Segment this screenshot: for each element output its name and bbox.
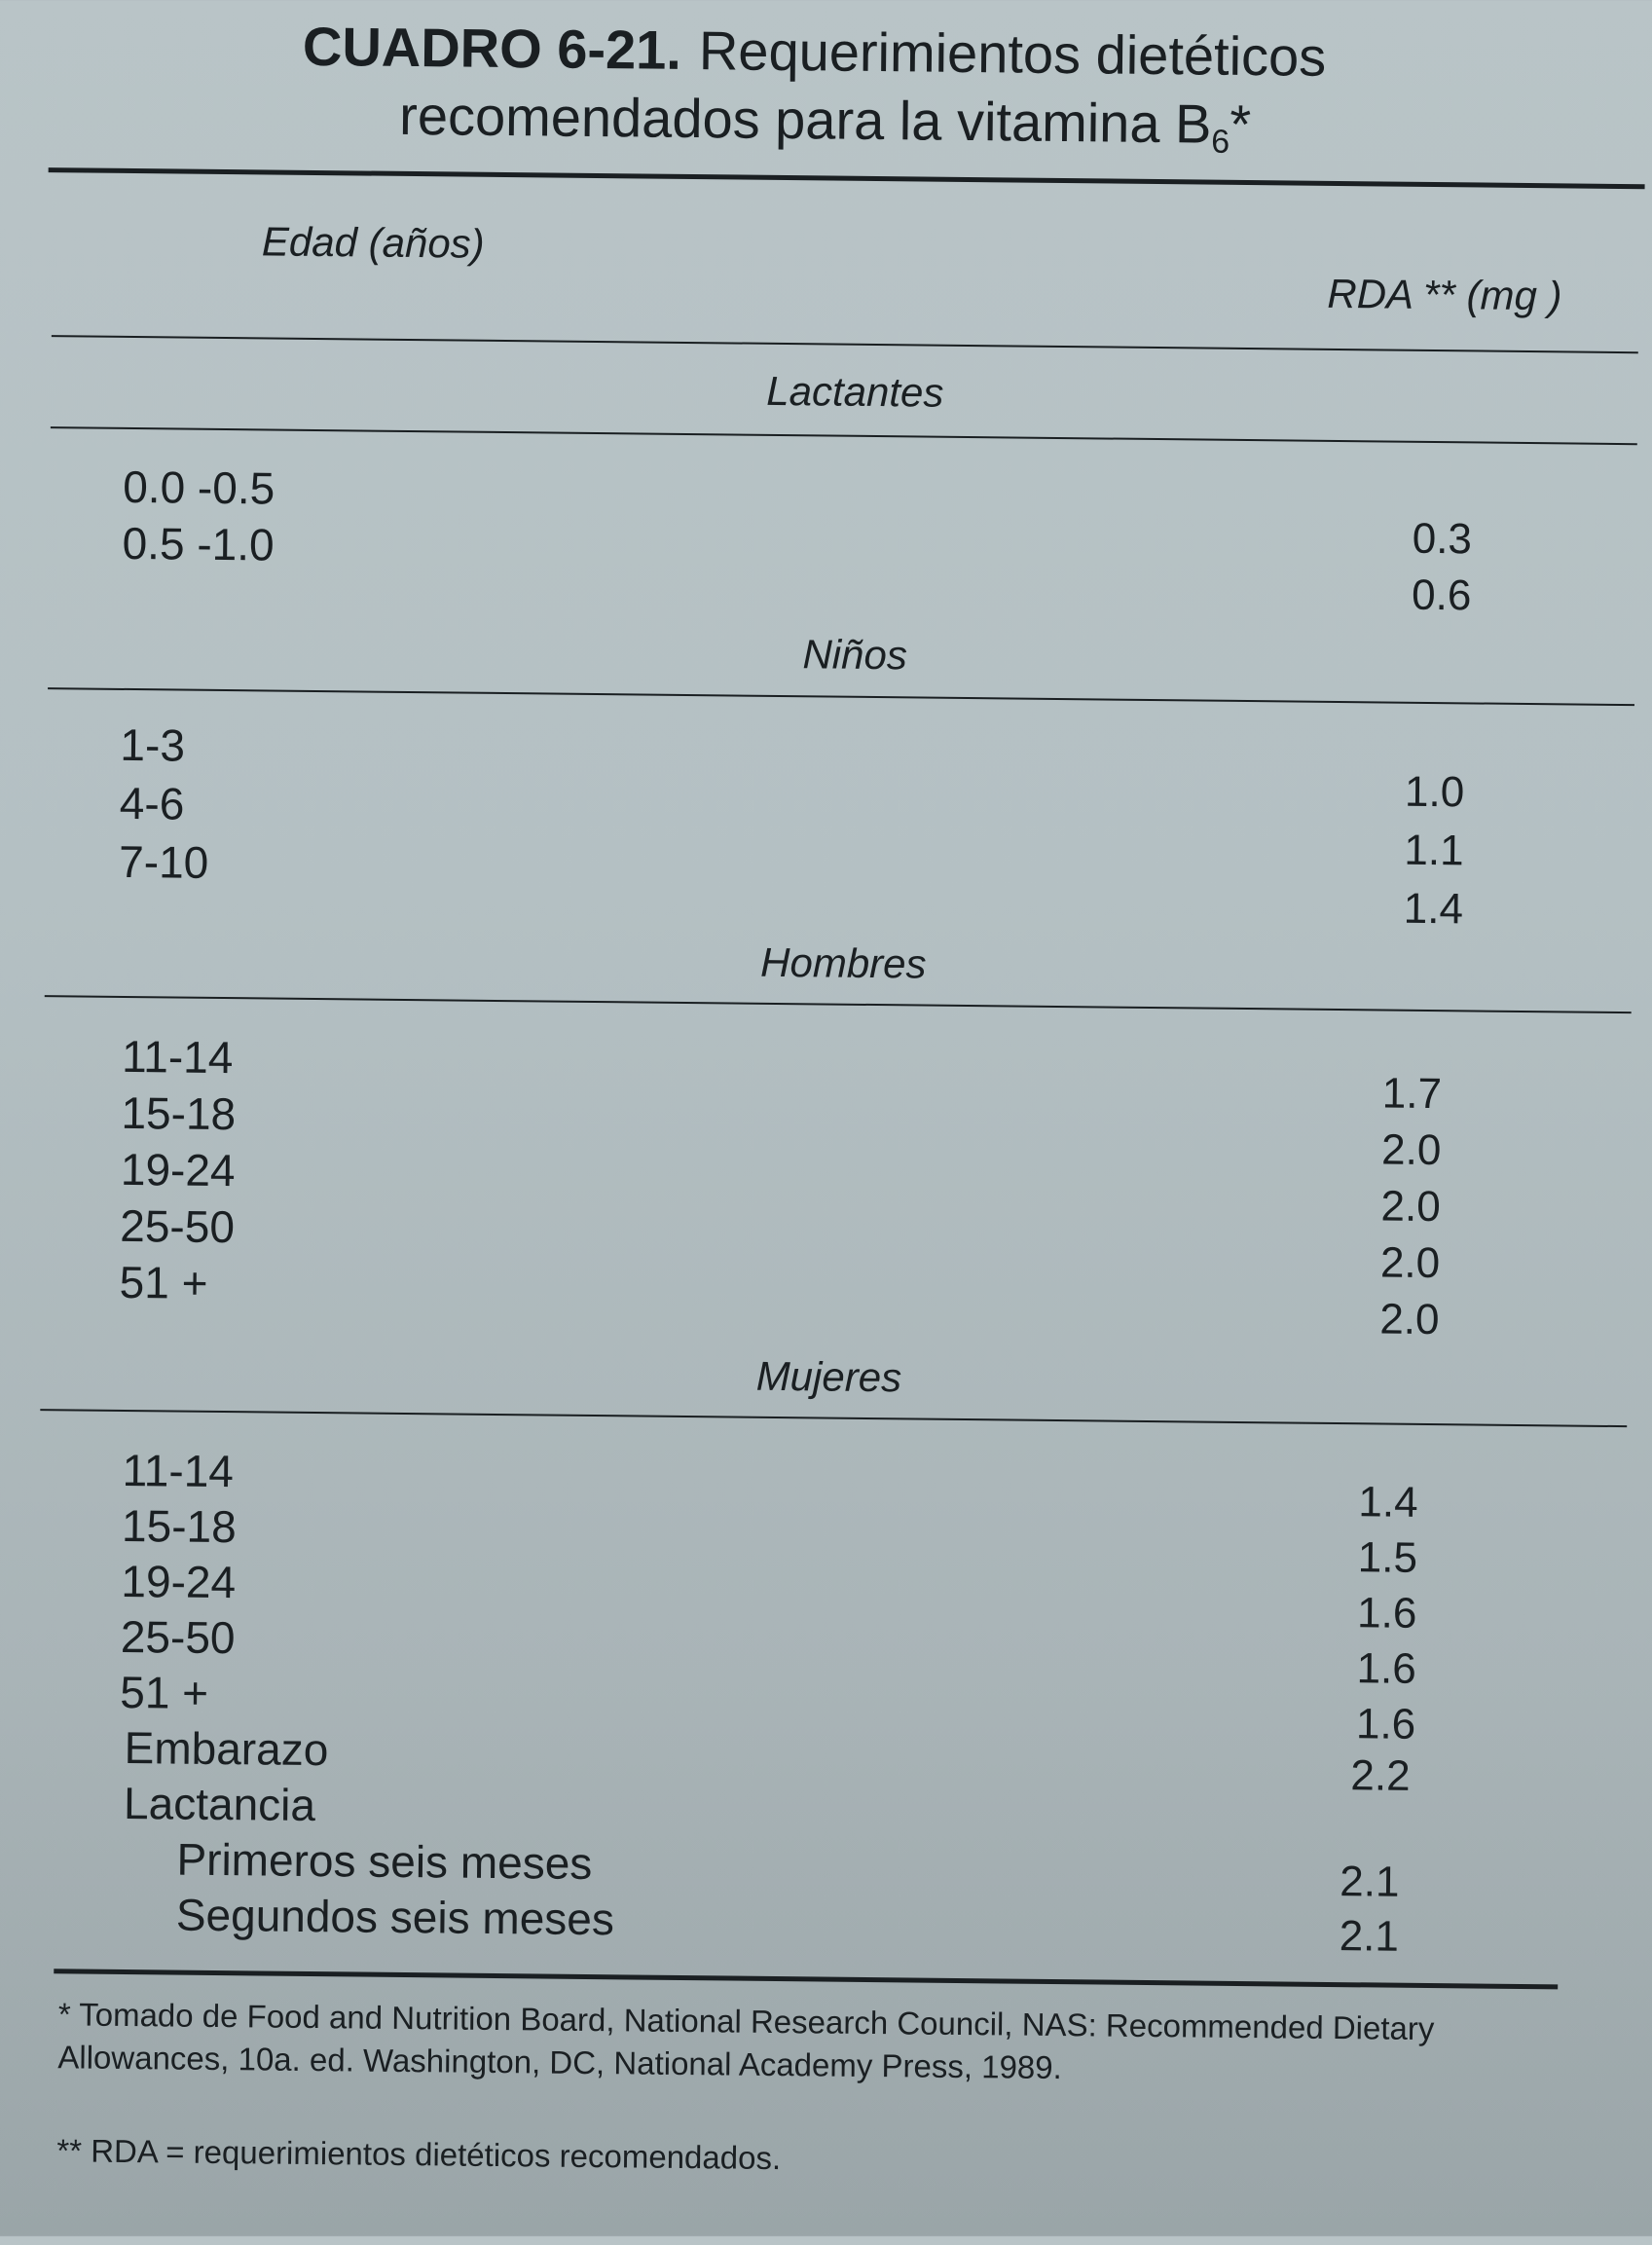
row-age: Segundos seis meses [175,1889,615,1945]
footnote-text: RDA = requerimientos dietéticos recomendados. [91,2132,782,2177]
row-age: 19-24 [120,1143,236,1196]
row-rda: 1.5 [1357,1533,1418,1582]
row-age: 51 + [120,1666,209,1718]
rule-header [52,335,1638,353]
row-rda: 0.3 [1412,514,1473,564]
row-rda: 2.2 [1350,1751,1411,1800]
row-rda: 1.0 [1404,767,1465,817]
row-age: 25-50 [120,1610,236,1664]
row-age: 11-14 [122,1444,235,1497]
row-rda: 2.0 [1379,1295,1440,1344]
row-age: Primeros seis meses [176,1833,593,1890]
row-rda: 1.6 [1356,1589,1417,1638]
row-age: 25-50 [120,1199,236,1253]
row-rda: 0.6 [1411,570,1472,620]
section-lactantes: Lactantes [766,367,944,416]
section-hombres: Hombres [759,938,927,987]
title-subscript: 6 [1211,123,1230,161]
row-rda: 1.1 [1404,826,1464,875]
row-age: 0.0 -0.5 [122,460,275,514]
row-rda: 2.1 [1340,1858,1400,1906]
footnote-source [57,1993,1558,2094]
row-rda: 1.6 [1356,1644,1417,1693]
footnote-mark: ** [56,2132,83,2169]
table-title [302,13,1327,177]
rule-bottom [54,1969,1558,1989]
title-line-1: Requerimientos dietéticos [698,19,1327,88]
row-age: 15-18 [121,1499,237,1553]
row-age: Lactancia [123,1777,316,1831]
row-age: Embarazo [124,1721,329,1776]
title-footnote-mark: * [1230,92,1252,156]
row-age: 19-24 [121,1555,237,1608]
row-age: 7-10 [118,835,209,888]
footnote-text: Tomado de Food and Nutrition Board, National Research Council, NAS: Recommended Dietary Allowances, 10a. ed. Washington, DC, National Academy Press, 1989. [57,1996,1435,2086]
row-age: 4-6 [119,777,185,829]
rule-section-ninos [48,687,1634,706]
table-number: CUADRO 6-21. [302,15,682,81]
section-mujeres: Mujeres [755,1352,902,1401]
footnote-rda [56,2129,1556,2188]
row-rda: 2.0 [1380,1182,1442,1232]
row-rda: 2.1 [1339,1912,1400,1961]
row-rda: 1.7 [1381,1069,1443,1119]
title-line-2-wrap [302,81,1326,177]
row-age: 11-14 [121,1030,234,1084]
row-rda: 2.0 [1380,1125,1442,1175]
row-age: 51 + [119,1256,208,1308]
column-header-rda: RDA ** (mg ) [1327,270,1562,319]
footnote-mark: * [57,1996,71,2033]
row-age: 0.5 -1.0 [122,517,275,570]
title-line-2: recomendados para la vitamina B [398,84,1212,155]
rule-section-lactantes [51,426,1637,445]
row-age: 1-3 [120,718,186,771]
section-ninos: Niños [802,631,908,679]
row-rda: 1.4 [1358,1478,1418,1527]
row-rda: 2.0 [1379,1238,1441,1288]
rule-section-mujeres [40,1409,1627,1427]
row-rda: 1.4 [1403,884,1464,934]
rule-section-hombres [45,995,1632,1013]
row-age: 15-18 [121,1086,237,1140]
column-header-age: Edad (años) [261,218,485,267]
row-rda: 1.6 [1355,1700,1416,1748]
